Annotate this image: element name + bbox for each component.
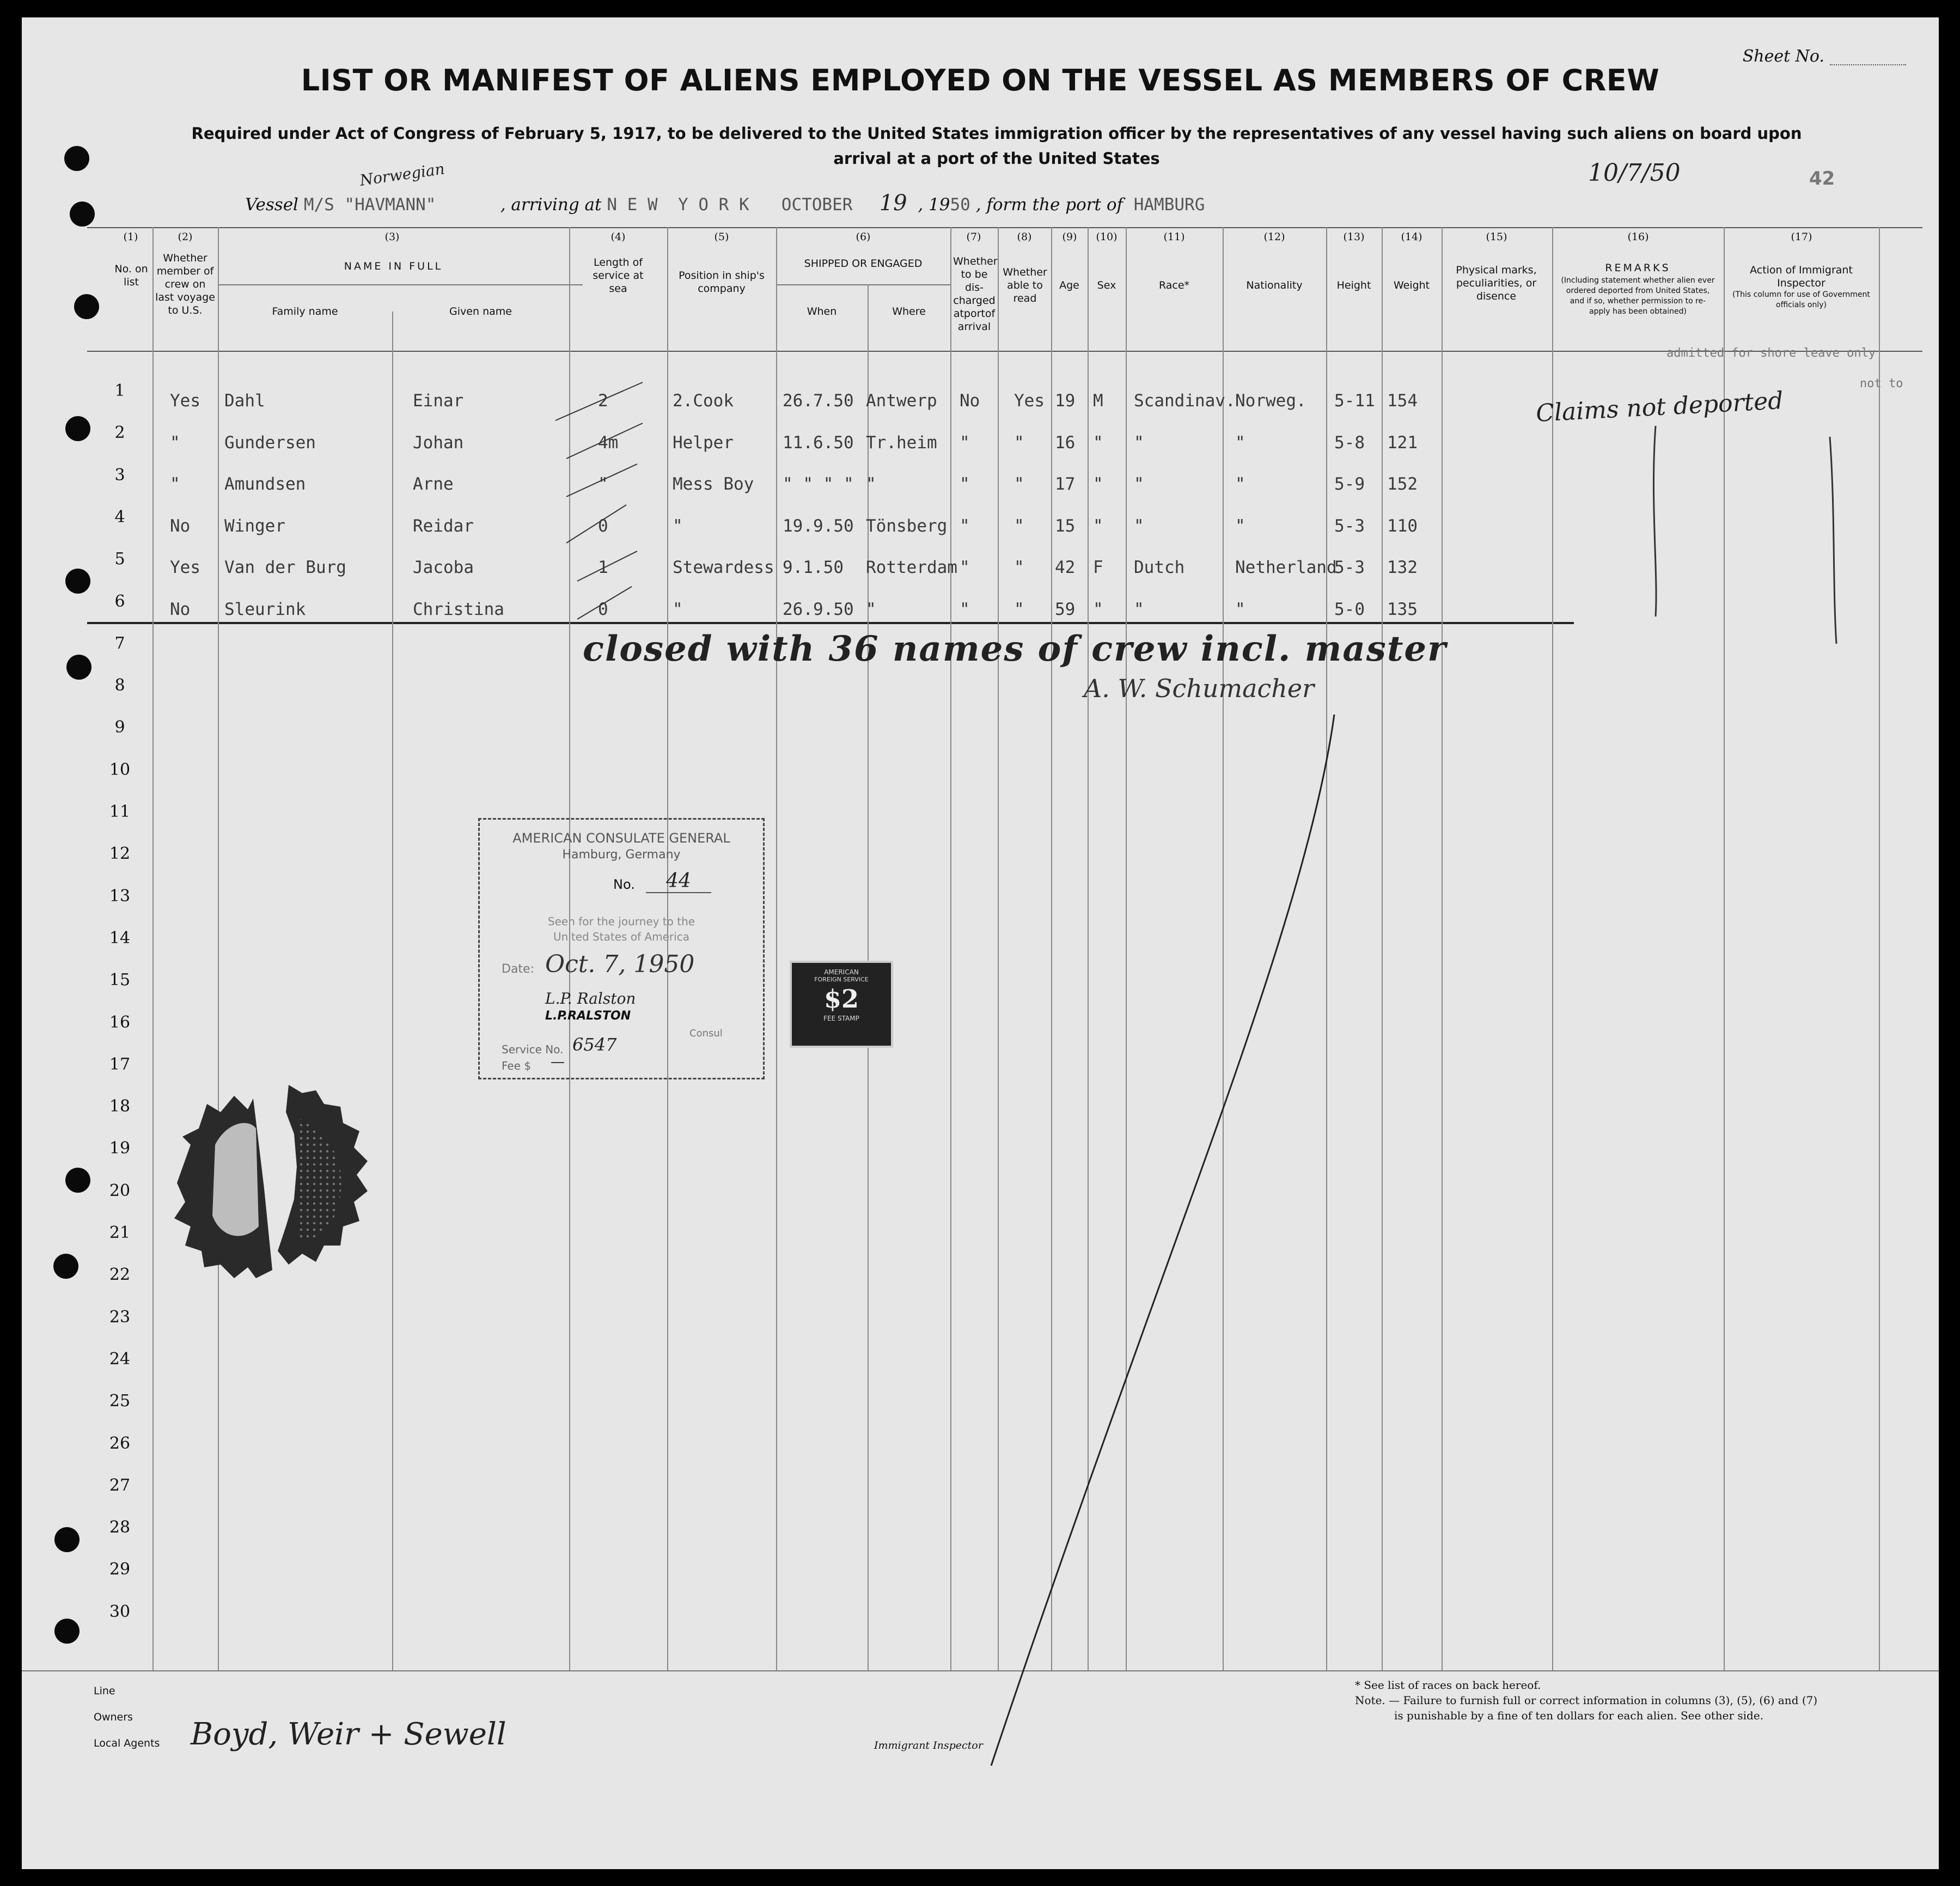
- footer-note-star: * See list of races on back hereof.: [1355, 1679, 1541, 1692]
- colnum-13: (13): [1343, 231, 1365, 243]
- punch-hole: [70, 202, 95, 227]
- consulate-stamp: [478, 818, 765, 1079]
- cell-where: Rotterdam: [866, 558, 957, 577]
- cell-family: Dahl: [224, 391, 265, 411]
- stamp-line-1: AMERICAN CONSULATE GENERAL: [512, 831, 730, 846]
- row-number: 14: [109, 928, 131, 948]
- cell-nationality: ": [1235, 432, 1245, 453]
- cell-sex: ": [1093, 474, 1103, 494]
- hdr-sex: Sex: [1097, 279, 1116, 291]
- hdr-position: Position in ship's company: [679, 270, 765, 295]
- cell-given: Jacoba: [413, 558, 474, 577]
- cell-weight: 152: [1387, 474, 1418, 494]
- hdr-remarks: REMARKS: [1605, 262, 1671, 274]
- typed-remark-2: not to: [1860, 377, 1903, 390]
- cell-given: Christina: [413, 599, 504, 619]
- vessel-label: Vessel: [245, 195, 298, 215]
- row-number: 17: [109, 1054, 131, 1074]
- hdr-weight: Weight: [1393, 279, 1430, 291]
- row-number: 22: [109, 1265, 131, 1285]
- footer-agents-value: Boyd, Weir + Sewell: [191, 1717, 506, 1752]
- hdr-physical: Physical marks, peculiarities, or disence: [1456, 264, 1537, 302]
- footer-note-2: is punishable by a fine of ten dollars for each alien. See other side.: [1394, 1709, 1764, 1722]
- footer-line-label: Line: [94, 1685, 115, 1697]
- cell-where: Tönsberg: [866, 516, 948, 536]
- cell-position: Stewardess: [673, 558, 774, 577]
- cell-where: Antwerp: [866, 391, 937, 411]
- row-number: 20: [109, 1181, 131, 1200]
- sheet-no-label: Sheet No.: [1742, 47, 1824, 66]
- stamp-service-value: 6547: [572, 1034, 617, 1055]
- cell-given: Arne: [413, 474, 454, 494]
- fee-stamp-line-1: AMERICAN: [824, 968, 859, 976]
- cell-nationality: ": [1235, 516, 1245, 536]
- cell-family: Amundsen: [224, 474, 306, 494]
- hdr-family-name: Family name: [272, 306, 338, 318]
- punch-hole: [64, 146, 89, 171]
- name-header-rule: [218, 284, 583, 285]
- cancel-stroke: [958, 715, 1351, 1771]
- manifest-sheet: [22, 17, 1939, 1869]
- cell-race: Scandinav.: [1134, 391, 1236, 411]
- footer-note-1: Note. — Failure to furnish full or correct information in columns (3), (5), (6) and (7): [1355, 1694, 1818, 1707]
- cell-read: Yes: [1014, 391, 1045, 411]
- row-number: 2: [114, 423, 125, 443]
- colnum-3: (3): [384, 231, 400, 243]
- cell-service: ": [598, 474, 608, 494]
- stamp-signer-handwritten: L.P. Ralston: [545, 990, 636, 1008]
- hdr-race: Race*: [1158, 279, 1190, 291]
- colnum-12: (12): [1263, 231, 1285, 243]
- service-column-marks: [545, 371, 654, 644]
- cell-given: Reidar: [413, 516, 474, 536]
- cell-height: 5-11: [1334, 391, 1375, 411]
- cell-when: 19.9.50: [783, 516, 854, 536]
- cell-member: ": [170, 432, 180, 453]
- cell-position: ": [673, 599, 683, 619]
- cell-given: Einar: [413, 391, 464, 411]
- hdr-action-note: (This column for use of Government officials only): [1732, 290, 1870, 309]
- colnum-8: (8): [1017, 231, 1032, 243]
- colnum-11: (11): [1163, 231, 1185, 243]
- stamp-no-value: 44: [646, 870, 711, 893]
- cell-weight: 110: [1387, 516, 1418, 536]
- row-number: 25: [109, 1391, 131, 1411]
- cell-age: 19: [1055, 391, 1076, 411]
- form-title: LIST OR MANIFEST OF ALIENS EMPLOYED ON THE VESSEL AS MEMBERS OF CREW: [301, 63, 1660, 97]
- row-number: 1: [114, 381, 125, 400]
- cell-read: ": [1014, 432, 1024, 453]
- punch-hole: [66, 655, 91, 680]
- cell-discharged: ": [960, 474, 970, 494]
- cell-nationality: Netherland: [1235, 558, 1337, 577]
- row-number: 5: [114, 550, 125, 569]
- cell-family: Winger: [224, 516, 285, 536]
- row-number: 28: [109, 1518, 131, 1537]
- row-number: 6: [114, 591, 125, 611]
- vessel-flag-handwritten: Norwegian: [358, 160, 446, 190]
- cell-member: Yes: [170, 391, 200, 411]
- handwritten-date: 10/7/50: [1588, 159, 1681, 187]
- year-prefix: , 19: [918, 195, 950, 215]
- arriving-port: N E W Y O R K: [607, 195, 749, 215]
- cell-discharged: ": [960, 599, 970, 619]
- row-number: 27: [109, 1475, 131, 1495]
- stamp-fee-label: Fee $: [502, 1059, 532, 1072]
- from-port: HAMBURG: [1133, 195, 1205, 215]
- colnum-6: (6): [856, 231, 871, 243]
- row-number: 11: [109, 802, 131, 821]
- cell-position: 2.Cook: [673, 391, 734, 411]
- fee-stamp-line-2: FOREIGN SERVICE: [814, 976, 869, 983]
- cell-nationality: Norweg.: [1235, 391, 1306, 411]
- cell-member: Yes: [170, 558, 200, 577]
- colnum-2: (2): [178, 231, 193, 243]
- hdr-shipped: SHIPPED OR ENGAGED: [804, 258, 923, 270]
- cell-member: ": [170, 474, 180, 494]
- cell-when: 9.1.50: [783, 558, 844, 577]
- stamp-service-label: Service No.: [502, 1043, 564, 1056]
- row-number: 9: [114, 718, 125, 737]
- closing-note: closed with 36 names of crew incl. master: [583, 628, 1447, 669]
- cell-height: 5-3: [1334, 558, 1365, 577]
- cell-service: 2: [598, 391, 608, 411]
- stamp-no-label: No.: [613, 877, 635, 892]
- cell-service: 0: [598, 516, 608, 536]
- footer-inspector-label: Immigrant Inspector: [874, 1739, 983, 1751]
- hdr-no-on-list: No. on list: [114, 263, 148, 288]
- punch-hole: [54, 1527, 80, 1552]
- cell-age: 16: [1055, 432, 1076, 453]
- colnum-4: (4): [610, 231, 626, 243]
- cell-service: 0: [598, 599, 608, 619]
- colnum-5: (5): [714, 231, 729, 243]
- row-number: 19: [109, 1139, 131, 1158]
- embossed-seal: [161, 1063, 422, 1303]
- colnum-9: (9): [1062, 231, 1077, 243]
- stamp-seen-2: United States of America: [553, 930, 689, 943]
- cell-read: ": [1014, 474, 1024, 494]
- hdr-whether-member: Whether member of crew on last voyage to U.S.: [155, 252, 215, 316]
- cell-height: 5-8: [1334, 432, 1365, 453]
- vessel-line: [245, 191, 1205, 216]
- colnum-7: (7): [966, 231, 981, 243]
- row-number: 4: [114, 507, 125, 527]
- hdr-action: Action of Immigrant Inspector: [1750, 264, 1853, 289]
- cell-position: Mess Boy: [673, 474, 754, 494]
- entries-end-rule: [87, 622, 1574, 624]
- footer-owners-label: Owners: [94, 1711, 133, 1723]
- stamp-line-2: Hamburg, Germany: [562, 848, 681, 862]
- shipped-header-rule: [776, 284, 950, 285]
- cell-height: 5-3: [1334, 516, 1365, 536]
- cell-read: ": [1014, 558, 1024, 577]
- hdr-remarks-note: (Including statement whether alien ever ordered deported from United States, and if so, whether permission to re-apply has been obtained): [1561, 276, 1715, 316]
- cell-sex: F: [1093, 558, 1103, 577]
- cell-sex: ": [1093, 432, 1103, 453]
- cell-family: Sleurink: [224, 599, 306, 619]
- cell-when: 26.7.50: [783, 391, 854, 411]
- cell-when: 11.6.50: [783, 432, 854, 453]
- colnum-14: (14): [1401, 231, 1422, 243]
- cell-discharged: No: [960, 391, 980, 411]
- cell-read: ": [1014, 516, 1024, 536]
- cell-height: 5-9: [1334, 474, 1365, 494]
- subtitle-line-1: Required under Act of Congress of February 5, 1917, to be delivered to the United States immigration officer by the representatives of any vessel having such aliens on board upon: [191, 124, 1802, 143]
- arrival-month: OCTOBER: [781, 195, 853, 215]
- table-top-rule: [87, 227, 1922, 228]
- cell-discharged: ": [960, 558, 970, 577]
- cell-race: ": [1134, 516, 1144, 536]
- cell-sex: M: [1093, 391, 1103, 411]
- row-number: 23: [109, 1307, 131, 1327]
- punch-hole: [65, 416, 90, 441]
- row-number: 16: [109, 1012, 131, 1032]
- cell-where: ": [866, 474, 876, 494]
- cell-weight: 132: [1387, 558, 1418, 577]
- cell-race: ": [1134, 432, 1144, 453]
- vessel-name: M/S "HAVMANN": [303, 195, 436, 215]
- from-label: , form the port of: [975, 195, 1123, 215]
- cell-race: ": [1134, 599, 1144, 619]
- row-number: 3: [114, 465, 125, 485]
- cell-member: No: [170, 599, 191, 619]
- hdr-length-service: Length of service at sea: [593, 257, 644, 295]
- cell-read: ": [1014, 599, 1024, 619]
- colnum-15: (15): [1486, 231, 1507, 243]
- cell-sex: ": [1093, 516, 1103, 536]
- punch-hole: [65, 1168, 90, 1193]
- fee-stamp-bottom: FEE STAMP: [823, 1015, 859, 1022]
- year-suffix: 50: [950, 195, 970, 215]
- cell-service: 1: [598, 558, 608, 577]
- row-number: 30: [109, 1602, 131, 1621]
- cell-age: 15: [1055, 516, 1076, 536]
- row-number: 12: [109, 844, 131, 864]
- handwritten-remark: Claims not deported: [1535, 387, 1784, 428]
- hdr-where: Where: [892, 306, 926, 318]
- cell-age: 42: [1055, 558, 1076, 577]
- punch-hole: [65, 569, 90, 594]
- row-number: 13: [109, 886, 131, 906]
- page-number: 42: [1809, 168, 1835, 190]
- cell-sex: ": [1093, 599, 1103, 619]
- punch-hole: [74, 294, 99, 319]
- footer-agents-label: Local Agents: [94, 1737, 160, 1749]
- row-number: 21: [109, 1223, 131, 1242]
- cell-height: 5-0: [1334, 599, 1365, 619]
- typed-remark-1: admitted for shore leave only: [1666, 346, 1876, 360]
- hdr-height: Height: [1336, 279, 1371, 291]
- row-number: 29: [109, 1560, 131, 1579]
- hdr-age: Age: [1059, 279, 1079, 291]
- cell-member: No: [170, 516, 191, 536]
- cell-weight: 121: [1387, 432, 1418, 453]
- cell-where: ": [866, 599, 876, 619]
- cell-when: " " " ": [783, 474, 854, 494]
- row-number: 10: [109, 760, 131, 779]
- cell-position: Helper: [673, 432, 734, 453]
- cell-nationality: ": [1235, 474, 1245, 494]
- cell-where: Tr.heim: [866, 432, 937, 453]
- cell-race: ": [1134, 474, 1144, 494]
- stamp-date-label: Date:: [502, 962, 534, 976]
- cell-age: 59: [1055, 599, 1076, 619]
- cell-family: Gundersen: [224, 432, 316, 453]
- arrival-day: 19: [879, 191, 907, 216]
- punch-hole: [54, 1619, 80, 1644]
- cell-weight: 135: [1387, 599, 1418, 619]
- row-number: 24: [109, 1349, 131, 1369]
- cell-discharged: ": [960, 432, 970, 453]
- stamp-seen-1: Seen for the journey to the: [547, 915, 695, 928]
- row-number: 18: [109, 1097, 131, 1116]
- cell-weight: 154: [1387, 391, 1418, 411]
- row-number: 8: [114, 676, 125, 695]
- arriving-label: , arriving at: [500, 195, 602, 215]
- subtitle-line-2: arrival at a port of the United States: [833, 149, 1160, 168]
- stamp-signer-title: Consul: [689, 1028, 723, 1039]
- hdr-when: When: [807, 306, 837, 318]
- cell-discharged: ": [960, 516, 970, 536]
- colnum-10: (10): [1096, 231, 1118, 243]
- hdr-discharged: Whether to be dis-charged atportof arrival: [953, 255, 998, 333]
- row-number: 15: [109, 971, 131, 990]
- colnum-17: (17): [1791, 231, 1812, 243]
- cell-family: Van der Burg: [224, 558, 346, 577]
- colnum-1: (1): [123, 231, 138, 243]
- row-number: 26: [109, 1433, 131, 1453]
- hdr-given-name: Given name: [449, 306, 512, 318]
- cell-age: 17: [1055, 474, 1076, 494]
- header-bottom-rule: [87, 351, 1922, 352]
- colnum-16: (16): [1627, 231, 1649, 243]
- punch-hole: [53, 1254, 78, 1279]
- cell-nationality: ": [1235, 599, 1245, 619]
- cell-service: 4m: [598, 432, 619, 453]
- cell-race: Dutch: [1134, 558, 1185, 577]
- row-number: 7: [114, 633, 125, 653]
- cell-position: ": [673, 516, 683, 536]
- cell-given: Johan: [413, 432, 464, 453]
- hdr-name-in-full: NAME IN FULL: [344, 260, 443, 272]
- remark-ditto-lines: [1634, 420, 1852, 649]
- stamp-signer-typed: L.P.RALSTON: [545, 1009, 631, 1023]
- stamp-date-value: Oct. 7, 1950: [545, 950, 695, 978]
- hdr-nationality: Nationality: [1246, 279, 1303, 291]
- signature: A. W. Schumacher: [1084, 674, 1315, 703]
- fee-stamp: [790, 961, 893, 1048]
- cell-when: 26.9.50: [783, 599, 854, 619]
- fee-stamp-value: $2: [823, 984, 859, 1014]
- hdr-able-read: Whether able to read: [1003, 266, 1047, 304]
- stamp-fee-value: —: [551, 1054, 565, 1070]
